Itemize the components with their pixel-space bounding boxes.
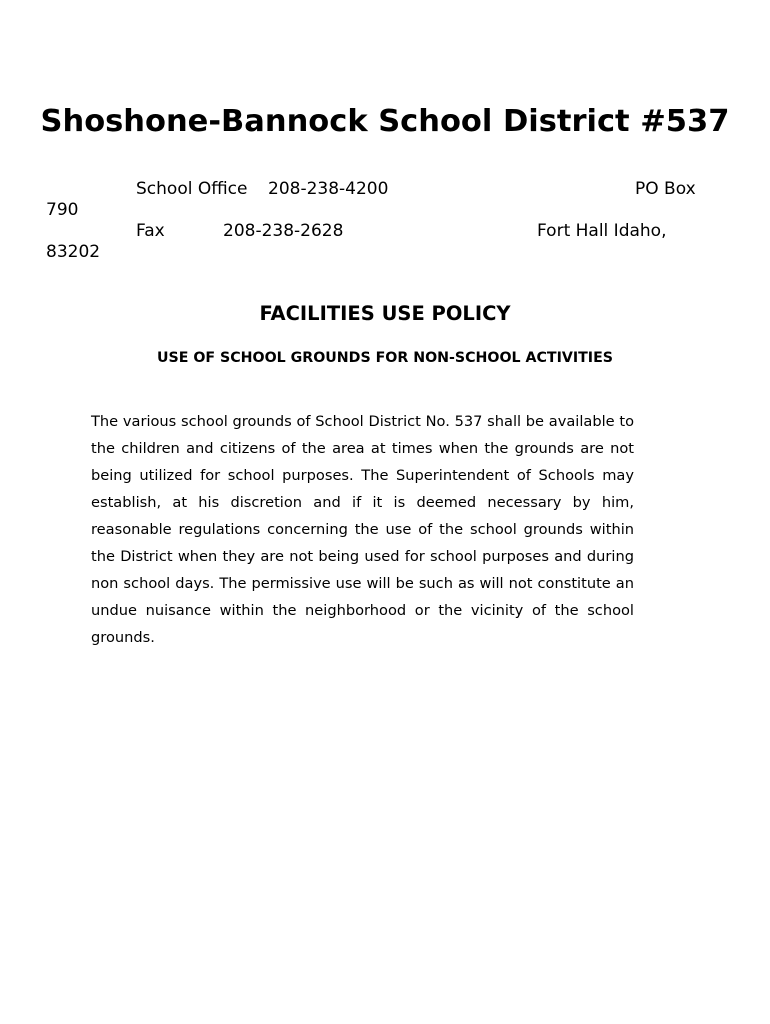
- policy-title: FACILITIES USE POLICY: [259, 302, 511, 325]
- city-state: Fort Hall Idaho,: [537, 221, 667, 241]
- district-title: Shoshone-Bannock School District #537: [40, 104, 730, 139]
- fax-number: 208-238-2628: [223, 221, 344, 241]
- office-label: School Office: [136, 179, 248, 199]
- fax-label: Fax: [136, 221, 165, 241]
- policy-subtitle: USE OF SCHOOL GROUNDS FOR NON-SCHOOL ACTIVITIES: [156, 350, 614, 366]
- po-box-number: 790: [46, 200, 79, 220]
- zip-code: 83202: [46, 242, 101, 262]
- office-phone: 208-238-4200: [268, 179, 389, 199]
- policy-body: The various school grounds of School District No. 537 shall be available to the children and citizens of the area at times when the grounds are not being utilized for school purposes. The Superintendent of Schools may establish, at his discretion and if it is deemed necessary by him, reasonable regulations concerning the use of the school grounds within the District when they are not being used for school purposes and during non school days. The permissive use will be such as will not constitute an undue nuisance within the neighborhood or the vicinity of the school grounds.: [91, 413, 634, 646]
- po-box-label: PO Box: [635, 179, 696, 199]
